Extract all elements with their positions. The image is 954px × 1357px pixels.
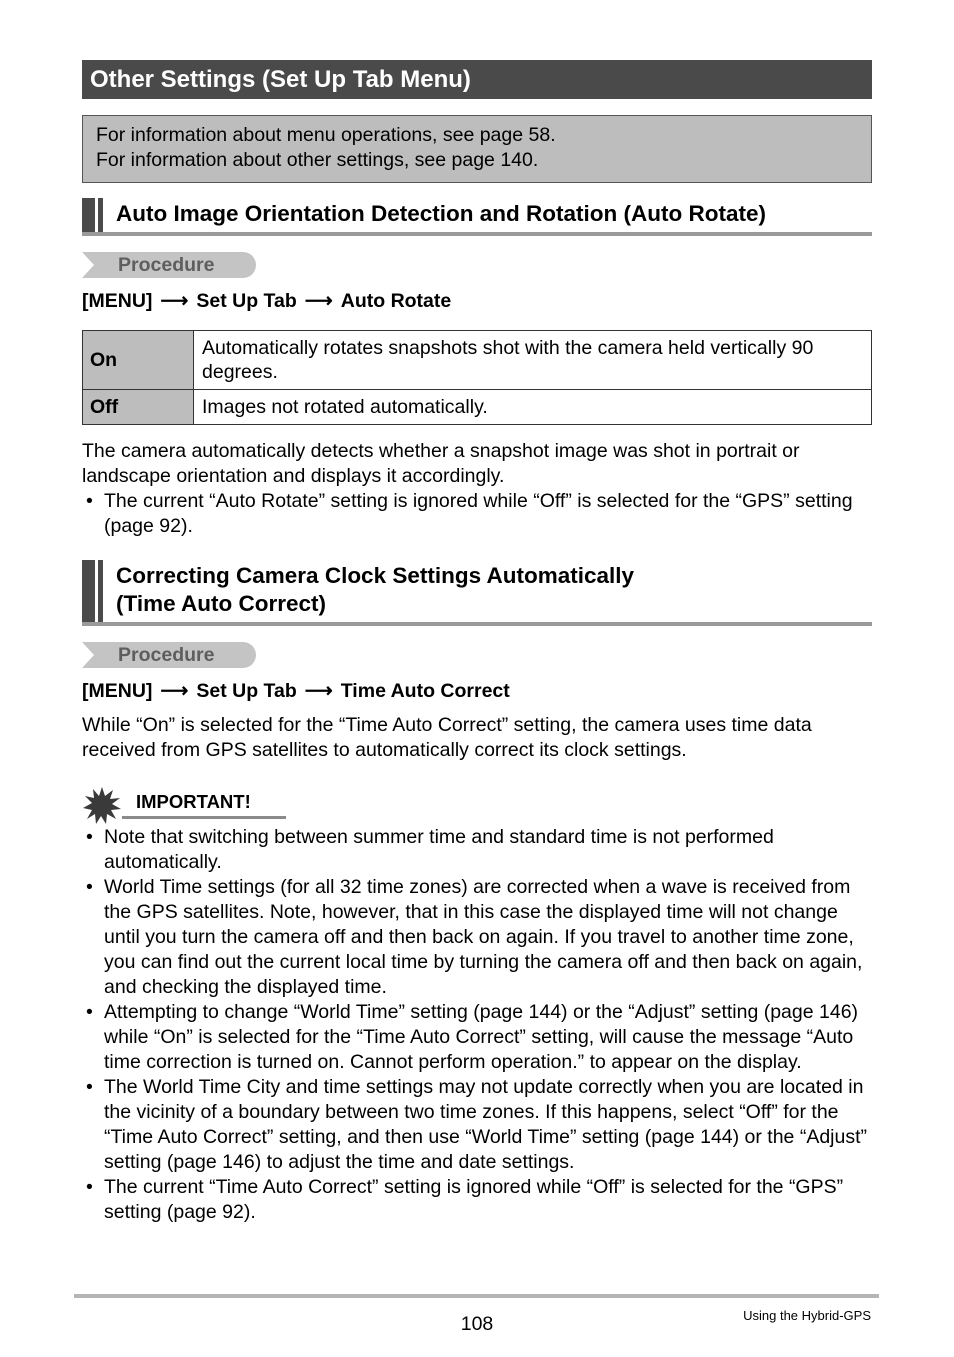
table-row xyxy=(83,390,872,425)
starburst-icon xyxy=(82,786,122,826)
heading-bar xyxy=(98,198,103,232)
procedure-label xyxy=(82,252,256,278)
section-heading-time-auto-correct xyxy=(82,560,872,626)
procedure-text: Procedure xyxy=(118,644,215,666)
page-title: Other Settings (Set Up Tab Menu) xyxy=(82,60,872,99)
section-heading-text: Correcting Camera Clock Settings Automatically xyxy=(116,563,635,588)
path-step: Auto Rotate xyxy=(340,290,452,312)
options-table xyxy=(82,330,872,425)
option-value: Images not rotated automatically. xyxy=(194,390,872,425)
procedure-text: Procedure xyxy=(118,254,215,276)
info-line: For information about other settings, see page 140. xyxy=(96,149,539,171)
list-item: • The current “Auto Rotate” setting is ignored while “Off” is selected for the “GPS” setting (page 92). xyxy=(82,489,874,539)
arrow-right-icon: ⟶ xyxy=(160,290,189,312)
info-box xyxy=(82,115,872,183)
section-heading-text: (Time Auto Correct) xyxy=(116,591,327,616)
arrow-right-icon: ⟶ xyxy=(160,680,189,702)
path-step: [MENU] xyxy=(82,290,153,312)
list-item: • The current “Time Auto Correct” setting is ignored while “Off” is selected for the “GPS” setting (page 92). xyxy=(82,1175,874,1225)
list-item: • Note that switching between summer time and standard time is not performed automatically. xyxy=(82,825,874,875)
list-item: • World Time settings (for all 32 time zones) are corrected when a wave is received from the GPS satellites. Note, however, that in this case the displayed time will not change until you turn the camera off and then back on again. If you travel to another time zone, you can find out the current local time by turning the camera off and then back on again, and checking the displayed time. xyxy=(82,875,874,1000)
bullet-list xyxy=(82,825,874,1225)
footer-label: Using the Hybrid-GPS xyxy=(743,1308,871,1323)
important-label: IMPORTANT! xyxy=(136,791,251,812)
menu-path xyxy=(82,679,510,703)
path-step: [MENU] xyxy=(82,680,153,702)
page-number: 108 xyxy=(460,1313,494,1335)
bullet-list xyxy=(82,489,874,539)
section-heading-auto-rotate xyxy=(82,198,872,236)
important-underline xyxy=(122,816,286,819)
paragraph: The camera automatically detects whether a snapshot image was shot in portrait or landscape orientation and displays it accordingly. xyxy=(82,440,800,487)
heading-bar xyxy=(82,198,95,232)
table-row xyxy=(83,331,872,390)
arrow-right-icon: ⟶ xyxy=(304,680,333,702)
info-line: For information about menu operations, see page 58. xyxy=(96,124,556,146)
heading-bar xyxy=(82,560,95,622)
footer-divider xyxy=(74,1294,879,1298)
menu-path xyxy=(82,289,451,313)
chevron-icon xyxy=(82,642,94,668)
list-item: • The World Time City and time settings may not update correctly when you are located in the vicinity of a boundary between two time zones. If this happens, select “Off” for the “Time Auto Correct” setting, and then use “World Time” setting (page 144) or the “Adjust” setting (page 146) to adjust the time and date settings. xyxy=(82,1075,874,1175)
list-item: • Attempting to change “World Time” setting (page 144) or the “Adjust” setting (page 146) while “On” is selected for the “Time Auto Correct” setting, will cause the message “Auto time correction is turned on. Cannot perform operation.” to appear on the display. xyxy=(82,1000,874,1075)
procedure-label xyxy=(82,642,256,668)
path-step: Set Up Tab xyxy=(196,680,297,702)
chevron-icon xyxy=(82,252,94,278)
paragraph: While “On” is selected for the “Time Auto Correct” setting, the camera uses time data received from GPS satellites to automatically correct its clock settings. xyxy=(82,714,812,761)
option-value: Automatically rotates snapshots shot with the camera held vertically 90 degrees. xyxy=(194,331,872,390)
important-callout xyxy=(82,786,286,820)
path-step: Set Up Tab xyxy=(196,290,297,312)
path-step: Time Auto Correct xyxy=(340,680,510,702)
arrow-right-icon: ⟶ xyxy=(304,290,333,312)
heading-bar xyxy=(98,560,103,622)
section-heading-text: Auto Image Orientation Detection and Rotation (Auto Rotate) xyxy=(116,201,766,226)
option-key: Off xyxy=(83,390,194,425)
option-key: On xyxy=(83,331,194,390)
